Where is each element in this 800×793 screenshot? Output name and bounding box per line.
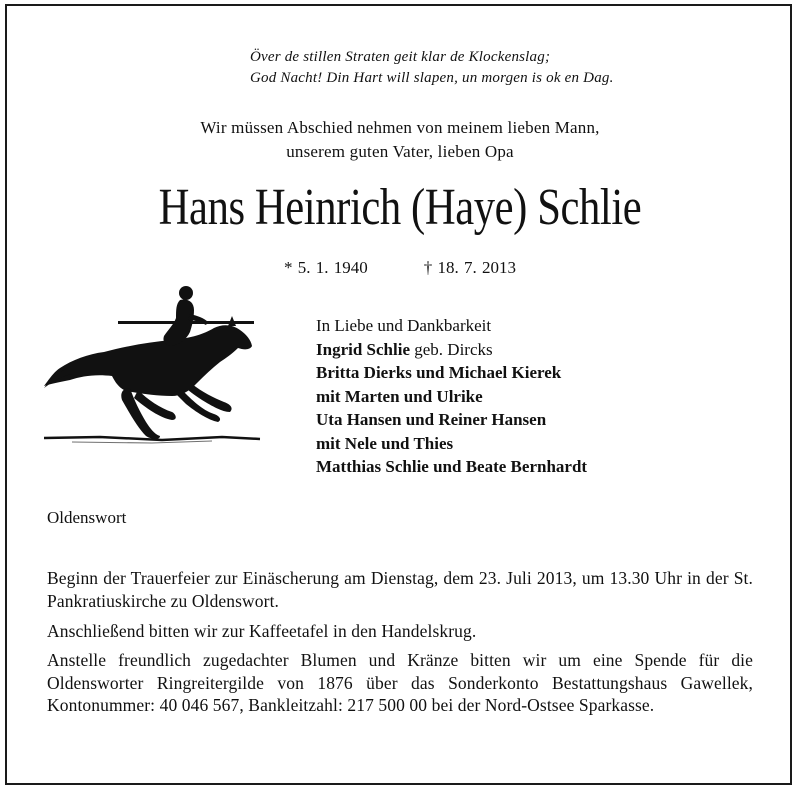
intro-text (0, 116, 800, 164)
mourner-line (316, 385, 587, 409)
reception-paragraph: Anschließend bitten wir zur Kaffeetafel in den Handelskrug. (47, 621, 477, 641)
horse-rider-icon (42, 284, 262, 450)
deceased-name: Hans Heinrich (Haye) Schlie (158, 179, 642, 236)
mourner-line (316, 432, 587, 456)
mourner-name: mit Nele und Thies (316, 433, 454, 453)
poem-line-1: Över de stillen Straten geit klar de Klockenslag; (250, 49, 551, 65)
poem (250, 47, 770, 89)
donation-paragraph: Anstelle freundlich zugedachter Blumen und Kränze bitten wir um eine Spende für die Oldensworter Ringreitergilde von 1876 über das Sonderkonto Bestattungshaus Gawellek, Kontonummer: 40 046 567, Bankleitzahl: 217 500 00 bei der Nord-Ostsee Sparkasse. (47, 650, 753, 715)
funeral-info-paragraph: Beginn der Trauerfeier zur Einäscherung am Dienstag, dem 23. Juli 2013, um 13.30 Uhr in der St. Pankratiuskirche zu Oldenswort. (47, 568, 753, 611)
mourner-line (316, 408, 587, 432)
place-name: Oldenswort (47, 508, 127, 527)
mourner-line (316, 455, 587, 479)
mourner-line (316, 338, 587, 362)
intro-line-2: unserem guten Vater, lieben Opa (286, 142, 514, 161)
mourner-name: mit Marten und Ulrike (316, 386, 483, 406)
poem-line-2: God Nacht! Din Hart will slapen, un morgen is ok en Dag. (250, 70, 614, 86)
death-date: † 18. 7. 2013 (423, 258, 516, 277)
mourner-line (316, 361, 587, 385)
mourner-name: Matthias Schlie und Beate Bernhardt (316, 457, 588, 476)
mourner-name: Britta Dierks und Michael Kierek (316, 363, 562, 382)
intro-line-1: Wir müssen Abschied nehmen von meinem lieben Mann, (200, 118, 600, 137)
life-dates (0, 256, 800, 280)
mourners-list (316, 314, 587, 479)
mourner-maiden-name: geb. Dircks (410, 339, 493, 359)
mourners-heading: In Liebe und Dankbarkeit (316, 316, 492, 335)
mourner-name: Uta Hansen und Reiner Hansen (316, 410, 547, 429)
birth-date: * 5. 1. 1940 (284, 258, 368, 277)
mourner-name: Ingrid Schlie (316, 339, 410, 359)
